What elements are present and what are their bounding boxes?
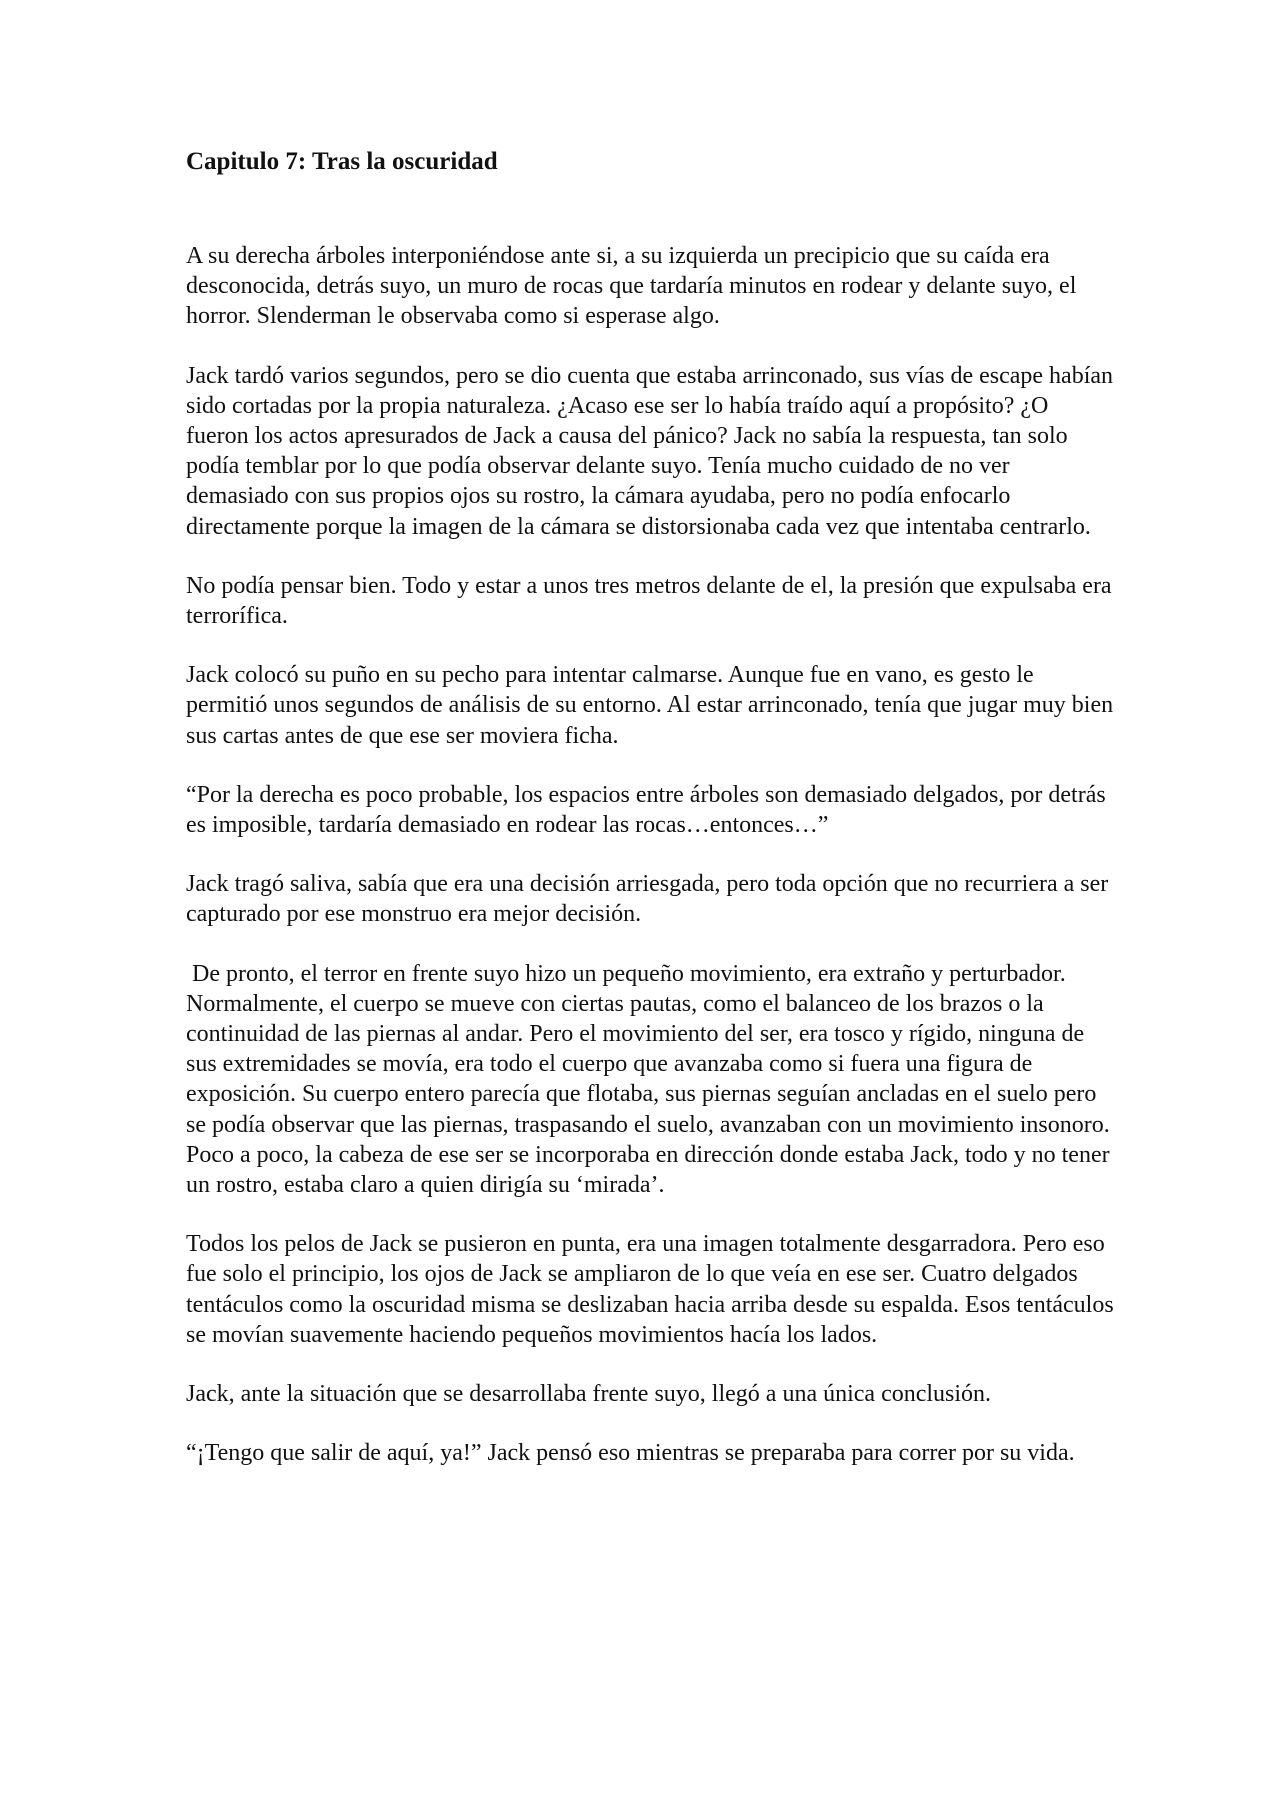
paragraph: A su derecha árboles interponiéndose ante si, a su izquierda un precipicio que su caída era desconocida, detrás suyo, un muro de rocas que tardaría minutos en rodear y delante suyo, el horror. Slenderman le observaba como si esperase algo.: [186, 243, 1077, 330]
paragraph: “Por la derecha es poco probable, los espacios entre árboles son demasiado delgados, por detrás es imposible, tardaría demasiado en rodear las rocas…entonces…”: [186, 781, 1106, 839]
paragraph: Jack tragó saliva, sabía que era una decisión arriesgada, pero toda opción que no recurriera a ser capturado por ese monstruo era mejor decisión.: [186, 871, 1109, 928]
chapter-title: Capitulo 7: Tras la oscuridad: [186, 148, 498, 175]
paragraph: “¡Tengo que salir de aquí, ya!” Jack pensó eso mientras se preparaba para correr por su vida.: [186, 1440, 1075, 1467]
paragraph: Jack tardó varios segundos, pero se dio cuenta que estaba arrinconado, sus vías de escape habían sido cortadas por la propia naturaleza. ¿Acaso ese ser lo había traído aquí a propósito? ¿O fueron los actos apresurados de Jack a causa del pánico? Jack no sabía la respuesta, tan solo podía temblar por lo que podía observar delante suyo. Tenía mucho cuidado de no ver demasiado con sus propios ojos su rostro, la cámara ayudaba, pero no podía enfocarlo directamente porque la imagen de la cámara se distorsionaba cada vez que intentaba centrarlo.: [186, 362, 1114, 540]
paragraph: Todos los pelos de Jack se pusieron en punta, era una imagen totalmente desgarradora. Pero eso fue solo el principio, los ojos de Jack se ampliaron de lo que veía en ese ser. Cuatro delgados tentáculos como la oscuridad misma se deslizaban hacia arriba desde su espalda. Esos tentáculos se movían suavemente haciendo pequeños movimientos hacía los lados.: [186, 1231, 1114, 1348]
paragraph: De pronto, el terror en frente suyo hizo un pequeño movimiento, era extraño y perturbador. Normalmente, el cuerpo se mueve con ciertas pautas, como el balanceo de los brazos o la continuidad de las piernas al andar. Pero el movimiento del ser, era tosco y rígido, ninguna de sus extremidades se movía, era todo el cuerpo que avanzaba como si fuera una figura de exposición. Su cuerpo entero parecía que flotaba, sus piernas seguían ancladas en el suelo pero se podía observar que las piernas, traspasando el suelo, avanzaban con un movimiento insonoro. Poco a poco, la cabeza de ese ser se incorporaba en dirección donde estaba Jack, todo y no tener un rostro, estaba claro a quien dirigía su ‘mirada’.: [186, 960, 1110, 1199]
document-page: [186, 147, 1116, 1498]
paragraph: No podía pensar bien. Todo y estar a unos tres metros delante de el, la presión que expulsaba era terrorífica.: [186, 572, 1112, 630]
paragraph: Jack, ante la situación que se desarrollaba frente suyo, llegó a una única conclusión.: [186, 1381, 992, 1408]
paragraph: Jack colocó su puño en su pecho para intentar calmarse. Aunque fue en vano, es gesto le permitió unos segundos de análisis de su entorno. Al estar arrinconado, tenía que jugar muy bien sus cartas antes de que ese ser moviera ficha.: [186, 662, 1114, 749]
